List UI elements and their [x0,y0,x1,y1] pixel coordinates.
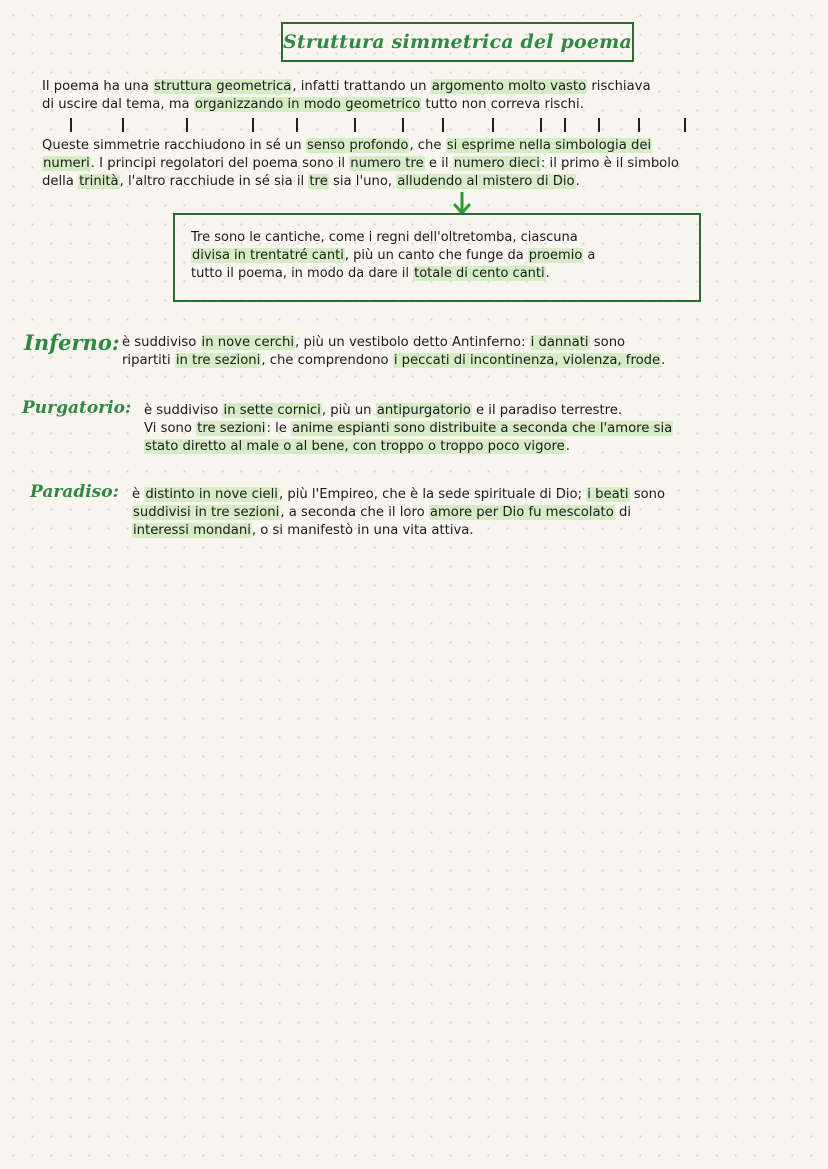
text: di [614,505,632,520]
section-body-inferno [122,334,665,370]
highlight: i peccati di incontinenza, violenza, frode [393,353,661,368]
box-line-3 [191,265,699,283]
text: . [565,439,570,454]
highlight: in sette cornici [223,403,321,418]
text: , a seconda che il loro [280,505,429,520]
text: è suddiviso [122,335,201,350]
section-body-paradiso [132,486,665,540]
highlight: i dannati [530,335,589,350]
text: Tre sono le cantiche, come i regni dell'oltretomba, ciascuna [191,230,578,245]
text: ripartiti [122,353,175,368]
text: è [132,487,145,502]
highlight: tre [309,174,328,189]
tick-mark [186,118,188,132]
highlight: organizzando in modo geometrico [194,97,421,112]
highlight: interessi mondani [133,523,251,538]
text: Queste simmetrie racchiudono in sé un [42,138,306,153]
text: . [545,266,550,281]
intro-line-1 [42,78,812,96]
text: rischiava [587,79,651,94]
text: , più un vestibolo detto Antinferno: [295,335,530,350]
text: sono [629,487,666,502]
text: : le [266,421,292,436]
text: , più un canto che funge da [344,248,528,263]
tick-mark [442,118,444,132]
highlight: senso profondo [306,138,409,153]
section-title-paradiso: Paradiso: [30,482,119,502]
section-title-inferno: Inferno: [24,330,120,355]
title-box [281,22,634,62]
tick-mark [70,118,72,132]
intro-line-3 [42,137,812,155]
highlight: struttura geometrica [154,79,292,94]
section-body-purgatorio [144,402,673,456]
tick-mark [598,118,600,132]
intro-paragraph-1 [42,78,812,114]
text: è suddiviso [144,403,223,418]
text: di uscire dal tema, ma [42,97,194,112]
text: , o si manifestò in una vita attiva. [251,523,474,538]
intro-line-2 [42,96,812,114]
highlight: in tre sezioni [175,353,261,368]
highlight: anime espianti sono distribuite a seconda che l'amore sia [292,421,673,436]
box-line-1 [191,229,699,247]
tick-mark [492,118,494,132]
highlight: divisa in trentatré canti [192,248,344,263]
highlight: si esprime nella simbologia dei [446,138,652,153]
tick-mark [684,118,686,132]
text: , che [409,138,446,153]
text: a [583,248,596,263]
inferno-line-1 [122,334,665,352]
text: : il primo è il simbolo [540,156,679,171]
text: Vi sono [144,421,197,436]
highlight: numero dieci [453,156,540,171]
text: . I principi regolatori del poema sono il [90,156,350,171]
text: sono [589,335,626,350]
text: , l'altro racchiude in sé sia il [119,174,309,189]
highlight: argomento molto vasto [431,79,587,94]
paradiso-line-1 [132,486,665,504]
tick-mark [638,118,640,132]
purgatorio-line-2 [144,420,673,438]
highlight: antipurgatorio [376,403,471,418]
tick-mark [296,118,298,132]
highlight: alludendo al mistero di Dio [397,174,575,189]
tick-mark [122,118,124,132]
text: , che comprendono [261,353,393,368]
highlight: proemio [528,248,583,263]
text: tutto il poema, in modo da dare il [191,266,414,281]
highlight: numeri [43,156,90,171]
highlight: tre sezioni [197,421,266,436]
text: e il [424,156,453,171]
text: , infatti trattando un [292,79,431,94]
text: della [42,174,79,189]
text: sia l'uno, [328,174,397,189]
tick-mark [540,118,542,132]
cantiche-box [173,213,701,302]
tick-marks [42,118,802,134]
purgatorio-line-3 [144,438,673,456]
highlight: numero tre [350,156,424,171]
intro-line-4 [42,155,812,173]
highlight: stato diretto al male o al bene, con troppo o troppo poco vigore [145,439,565,454]
intro-paragraph-2 [42,137,812,191]
text: , più l'Empireo, che è la sede spirituale di Dio; [278,487,587,502]
highlight: trinità [79,174,119,189]
tick-mark [354,118,356,132]
tick-mark [252,118,254,132]
text: . [661,353,666,368]
text: . [575,174,580,189]
highlight: distinto in nove cieli [145,487,278,502]
text: tutto non correva rischi. [421,97,584,112]
paradiso-line-3 [132,522,665,540]
highlight: in nove cerchi [201,335,295,350]
highlight: totale di cento canti [414,266,545,281]
intro-line-5 [42,173,812,191]
box-line-2 [191,247,699,265]
tick-mark [402,118,404,132]
tick-mark [564,118,566,132]
text: , più un [321,403,376,418]
highlight: i beati [587,487,629,502]
highlight: amore per Dio fu mescolato [429,505,614,520]
text: Il poema ha una [42,79,154,94]
page-title: Struttura simmetrica del poema [283,31,633,53]
paradiso-line-2 [132,504,665,522]
section-title-purgatorio: Purgatorio: [22,398,132,418]
inferno-line-2 [122,352,665,370]
text: e il paradiso terrestre. [471,403,623,418]
purgatorio-line-1 [144,402,673,420]
highlight: suddivisi in tre sezioni [133,505,280,520]
